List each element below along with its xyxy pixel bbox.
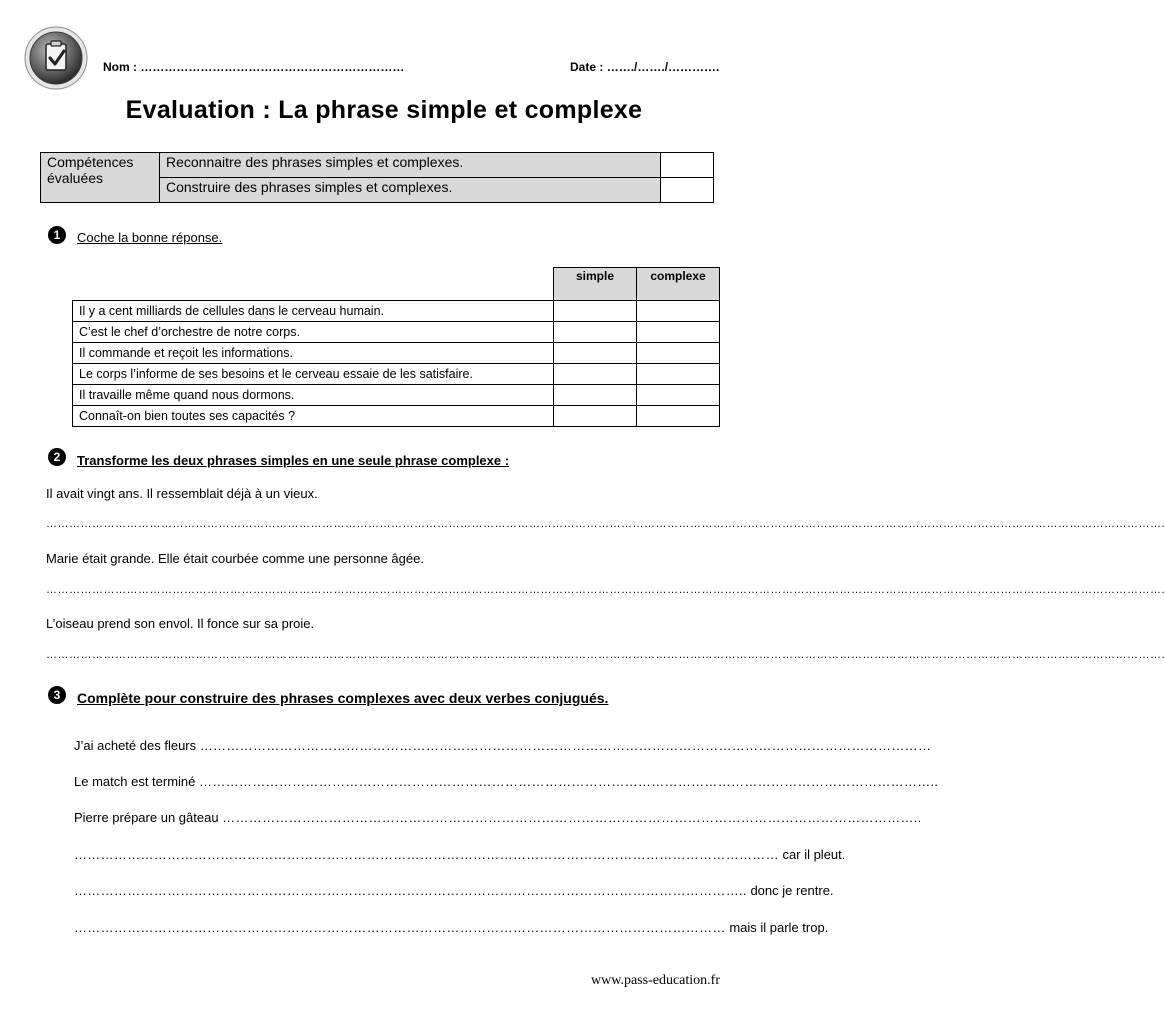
answer-line[interactable]: …………………………………………………………………………………………………………………………………………………………………………………………………………………………………………………………………. [46, 584, 1165, 596]
answer-checkbox-simple[interactable] [554, 385, 637, 406]
table-row [73, 385, 720, 406]
answer-checkbox-simple[interactable] [554, 322, 637, 343]
sentence-cell: Connaît-on bien toutes ses capacités ? [73, 406, 554, 427]
sentence-cell: Il y a cent milliards de cellules dans le cerveau humain. [73, 301, 554, 322]
sentence-cell: Il commande et reçoit les informations. [73, 343, 554, 364]
answer-checkbox-complexe[interactable] [637, 406, 720, 427]
name-field[interactable] [103, 60, 404, 74]
completion-line[interactable]: Pierre prépare un gâteau ………………………………………………………………………………………………………………………………………….. [74, 810, 922, 825]
answer-line[interactable]: …………………………………………………………………………………………………………………………………………………………………………………………………………………………………………………………………. [46, 649, 1165, 661]
exercise-2-sentence: L’oiseau prend son envol. Il fonce sur sa proie. [46, 616, 315, 631]
sentence-cell: Le corps l’informe de ses besoins et le cerveau essaie de les satisfaire. [73, 364, 554, 385]
answer-checkbox-simple[interactable] [554, 301, 637, 322]
table-row [73, 364, 720, 385]
table-row [73, 301, 720, 322]
answer-checkbox-complexe[interactable] [637, 343, 720, 364]
exercise-2-sentence: Il avait vingt ans. Il ressemblait déjà à un vieux. [46, 486, 318, 501]
column-header-simple: simple [554, 268, 637, 301]
completion-line[interactable]: J’ai acheté des fleurs ………………………………………………………………………………………………………………………………………………… [74, 738, 932, 753]
competences-label: Compétences évaluées [41, 153, 160, 203]
answer-checkbox-complexe[interactable] [637, 364, 720, 385]
competence-score-box[interactable] [661, 153, 714, 178]
name-label: Nom : [103, 60, 137, 74]
page-title: Evaluation : La phrase simple et complexe [125, 96, 643, 124]
exercise-3-number: 3 [48, 686, 66, 704]
answer-checkbox-simple[interactable] [554, 364, 637, 385]
date-label: Date : [570, 60, 604, 74]
completion-line[interactable]: ………………………………………………………………………………………………………………………………… mais il parle trop. [74, 920, 829, 935]
sentence-cell: C’est le chef d’orchestre de notre corps. [73, 322, 554, 343]
answer-checkbox-complexe[interactable] [637, 385, 720, 406]
competence-score-box[interactable] [661, 178, 714, 203]
exercise-1-number: 1 [48, 226, 66, 244]
answer-checkbox-complexe[interactable] [637, 322, 720, 343]
competence-item: Reconnaitre des phrases simples et complexes. [160, 153, 661, 178]
exercise-2-number: 2 [48, 448, 66, 466]
table-row [73, 322, 720, 343]
exercise-1-instruction: Coche la bonne réponse. [77, 230, 223, 245]
sentence-cell: Il travaille même quand nous dormons. [73, 385, 554, 406]
answer-checkbox-simple[interactable] [554, 343, 637, 364]
completion-line[interactable]: …………………………………………………………………………………………………………………………………….. donc je rentre. [74, 883, 834, 898]
completion-line[interactable]: Le match est terminé ………………………………………………………………………………………………………………………………………………….. [74, 774, 939, 789]
name-dots: ………………………………………………………… [140, 60, 405, 74]
exercise-2-instruction: Transforme les deux phrases simples en une seule phrase complexe : [77, 453, 510, 468]
competence-item: Construire des phrases simples et complexes. [160, 178, 661, 203]
column-header-complexe: complexe [637, 268, 720, 301]
answer-line[interactable]: …………………………………………………………………………………………………………………………………………………………………………………………………………………………………………………………………. [46, 518, 1165, 530]
date-dots: ……./……./…………. [606, 60, 720, 74]
answer-checkbox-simple[interactable] [554, 406, 637, 427]
exercise-2-sentence: Marie était grande. Elle était courbée comme une personne âgée. [46, 551, 424, 566]
exercise-1-table [72, 267, 720, 427]
completion-line[interactable]: …………………………………………………………………………………………………………………………………………… car il pleut. [74, 847, 846, 862]
answer-checkbox-complexe[interactable] [637, 301, 720, 322]
footer-url: www.pass-education.fr [591, 973, 720, 988]
exercise-3-instruction: Complète pour construire des phrases complexes avec deux verbes conjugués. [77, 690, 609, 706]
date-field[interactable] [570, 60, 719, 74]
table-row [73, 406, 720, 427]
competences-table [40, 152, 714, 203]
table-row [73, 343, 720, 364]
clipboard-check-icon [24, 26, 88, 90]
